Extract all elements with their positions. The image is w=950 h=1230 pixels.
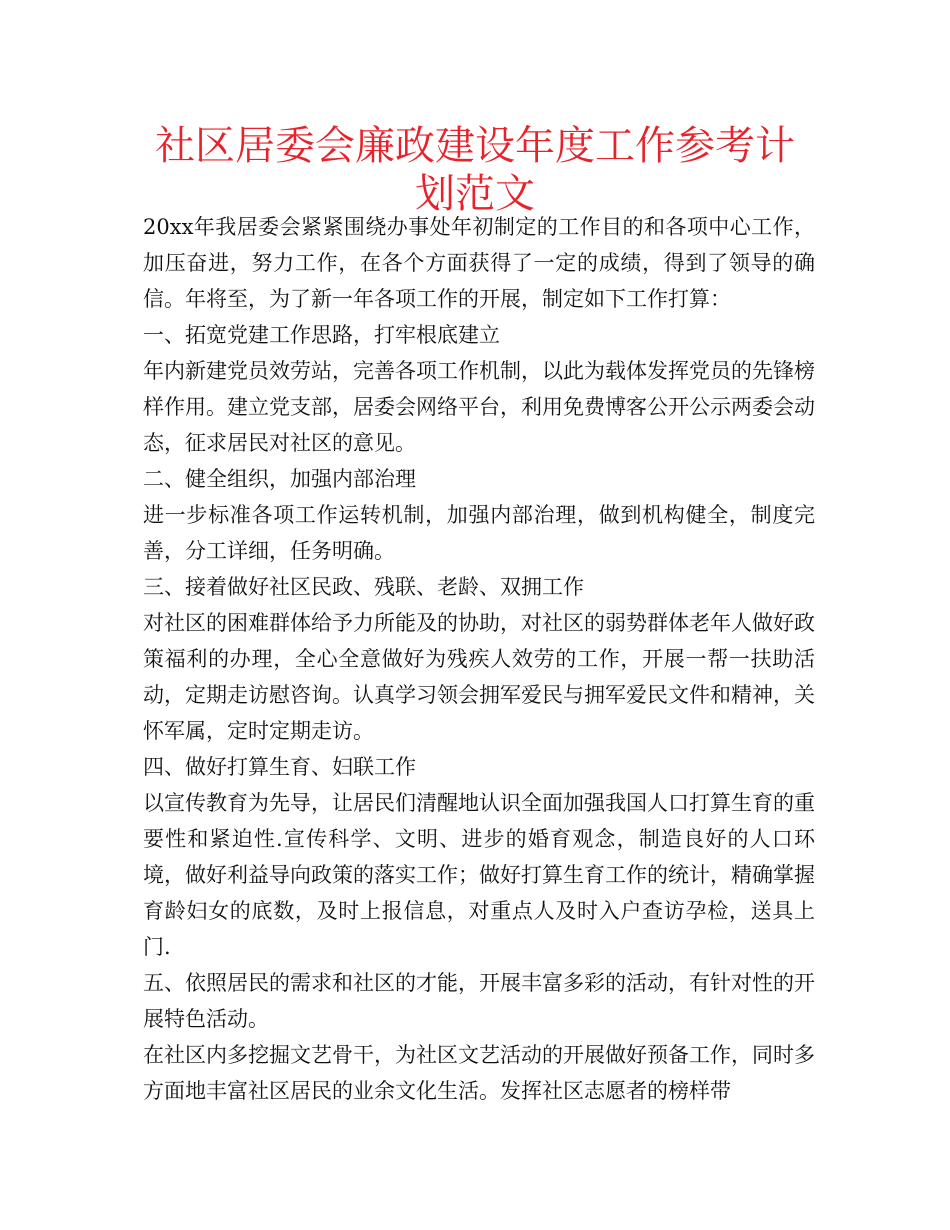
section-paragraph-5: 在社区内多挖掘文艺骨干，为社区文艺活动的开展做好预备工作，同时多方面地丰富社区居民的业余文化生活。发挥社区志愿者的榜样带 <box>143 1043 815 1103</box>
section-heading-1: 一、拓宽党建工作思路，打牢根底建立 <box>143 323 500 347</box>
intro-paragraph: 20xx年我居委会紧紧围绕办事处年初制定的工作目的和各项中心工作，加压奋进，努力工作，在各个方面获得了一定的成绩，得到了领导的确信。年将至，为了新一年各项工作的开展，制定如下工作打算： <box>143 215 815 311</box>
section-paragraph-3: 对社区的困难群体给予力所能及的协助，对社区的弱势群体老年人做好政策福利的办理，全心全意做好为残疾人效劳的工作，开展一帮一扶助活动，定期走访慰咨询。认真学习领会拥军爱民与拥军爱民文件和精神，关怀军属，定时定期走访。 <box>143 611 815 743</box>
section-paragraph-4: 以宣传教育为先导，让居民们清醒地认识全面加强我国人口打算生育的重要性和紧迫性.宣传科学、文明、进步的婚育观念，制造良好的人口环境，做好利益导向政策的落实工作；做好打算生育工作的统计，精确掌握育龄妇女的底数，及时上报信息，对重点人及时入户查访孕检，送具上门. <box>143 791 815 959</box>
document-title: 社区居委会廉政建设年度工作参考计划范文 <box>155 123 795 217</box>
section-heading-4: 四、做好打算生育、妇联工作 <box>143 755 416 779</box>
document-body <box>143 209 815 1109</box>
section-heading-2: 二、健全组织，加强内部治理 <box>143 467 416 491</box>
section-heading-5: 五、依照居民的需求和社区的才能，开展丰富多彩的活动，有针对性的开展特色活动。 <box>143 971 815 1031</box>
section-paragraph-1: 年内新建党员效劳站，完善各项工作机制，以此为载体发挥党员的先锋榜样作用。建立党支部，居委会网络平台，利用免费博客公开公示两委会动态，征求居民对社区的意见。 <box>143 359 815 455</box>
section-paragraph-2: 进一步标准各项工作运转机制，加强内部治理，做到机构健全，制度完善，分工详细，任务明确。 <box>143 503 815 563</box>
section-heading-3: 三、接着做好社区民政、残联、老龄、双拥工作 <box>143 575 584 599</box>
